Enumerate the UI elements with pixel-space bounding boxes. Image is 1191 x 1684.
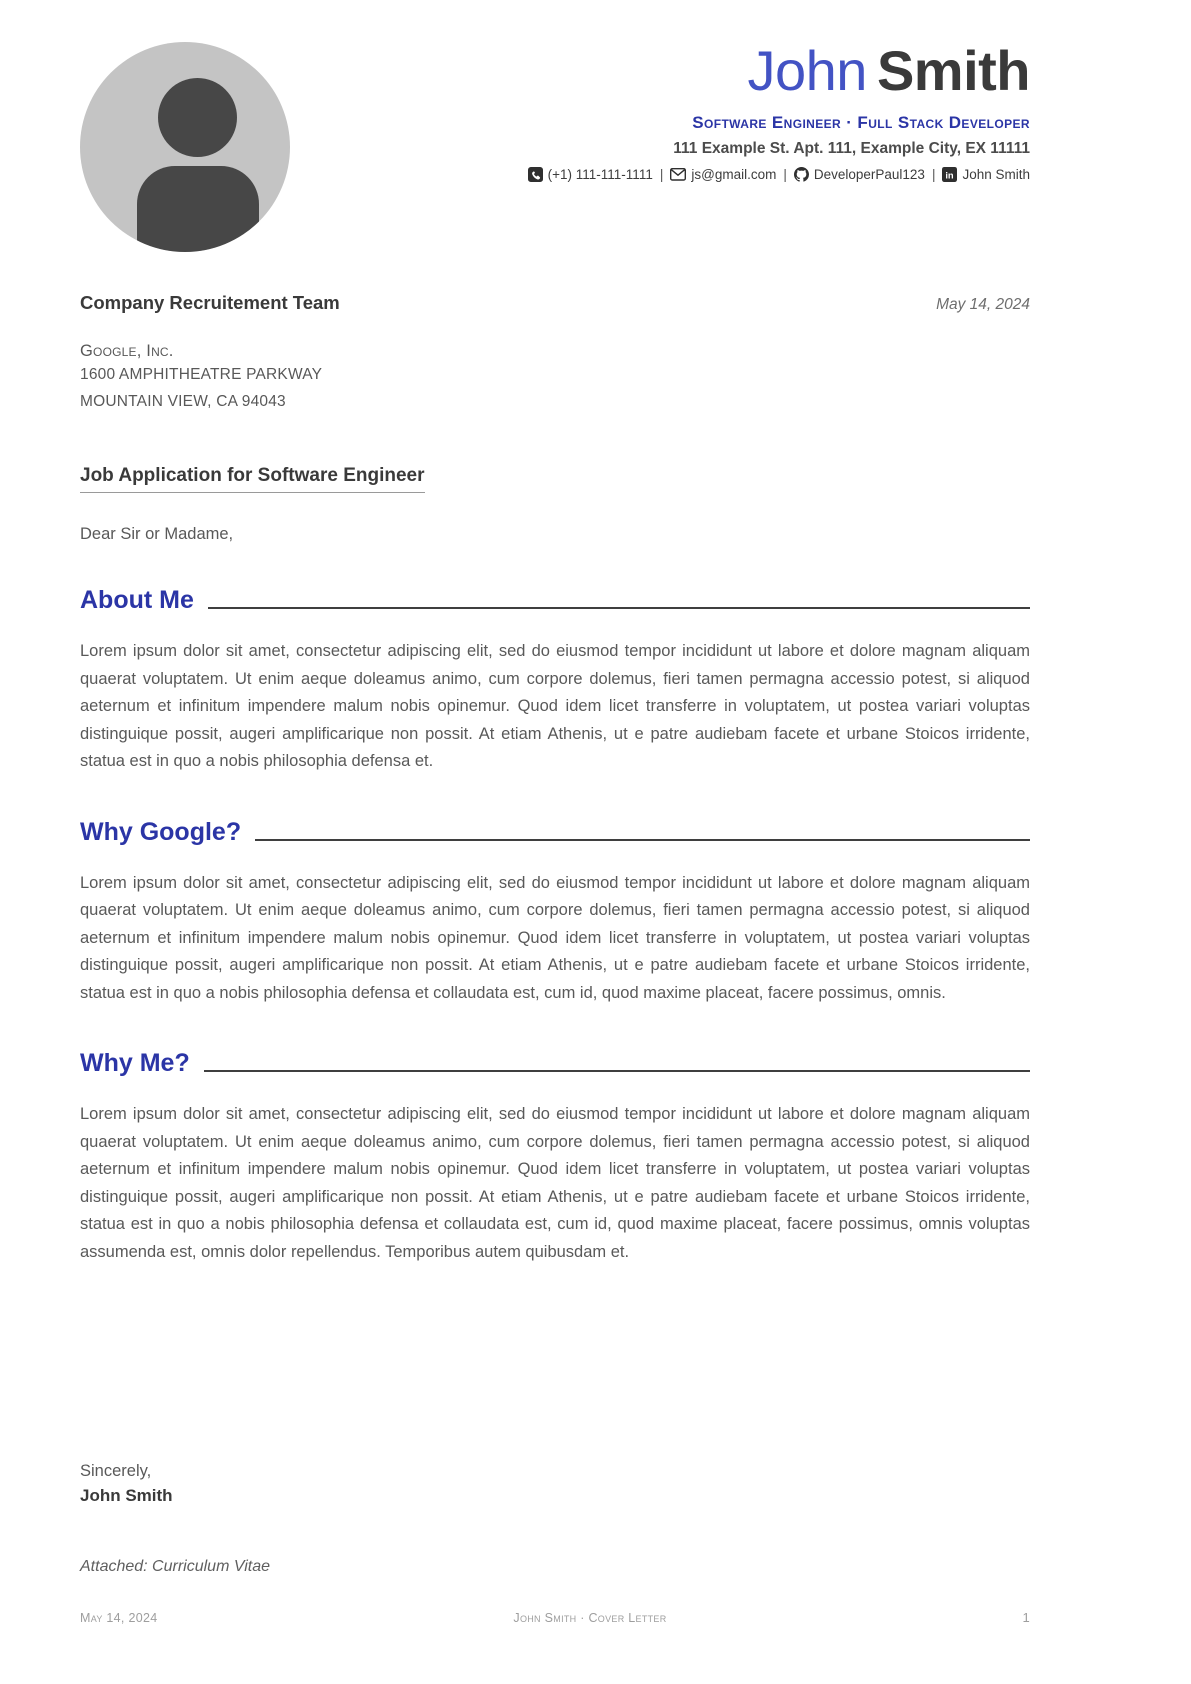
section-head — [80, 817, 1030, 846]
github-link[interactable] — [794, 167, 925, 182]
closing-block — [80, 1462, 173, 1506]
signature-name: John Smith — [80, 1486, 173, 1505]
linkedin-link[interactable] — [942, 167, 1030, 182]
recipient-company: Google, Inc. — [80, 342, 174, 360]
section-rule — [208, 607, 1030, 609]
recipient-row — [80, 292, 1030, 314]
footer-page-number: 1 — [1022, 1610, 1030, 1625]
section-head — [80, 588, 1030, 613]
section-paragraph: Lorem ipsum dolor sit amet, consectetur adipiscing elit, sed do eiusmod tempor incididunt ut labore et dolore magnam aliquam quaerat voluptatem. Ut enim aeque doleamus animo, cum corpore dolemus, fieri tamen permagna accessio potest, si aliquod aeternum et infinitum impendere malum nobis opinemur. Quod idem licet transferre in voluptatem, ut postea variari voluptas distinguique possit, augeri amplificarique non possit. At etiam Athenis, ut e patre audiebam facete et urbane Stoicos irridente, statua est in quo a nobis philosophia defensa et. — [80, 642, 1030, 770]
phone-icon — [528, 167, 543, 182]
contact-row — [230, 167, 1030, 182]
full-name — [230, 39, 1030, 102]
section-paragraph: Lorem ipsum dolor sit amet, consectetur adipiscing elit, sed do eiusmod tempor incididunt ut labore et dolore magnam aliquam quaerat voluptatem. Ut enim aeque doleamus animo, cum corpore dolemus, fieri tamen permagna accessio potest, si aliquod aeternum et infinitum impendere malum nobis opinemur. Quod idem licet transferre in voluptatem, ut postea variari voluptas distinguique possit, augeri amplificarique non possit. At etiam Athenis, ut e patre audiebam facete et urbane Stoicos irridente, statua est in quo a nobis philosophia defensa et collaudata est, cum id, quod maxime placeat, facere possimus, omnis. — [80, 873, 1030, 1002]
github-icon — [794, 167, 809, 182]
envelope-icon — [670, 168, 686, 181]
page-footer — [80, 1610, 1030, 1625]
contact-separator: | — [659, 166, 664, 182]
section-title: Why Me? — [80, 1049, 190, 1077]
header — [80, 39, 1030, 254]
phone-number: (+1) 111-111-1111 — [547, 166, 653, 182]
section-title: Why Google? — [80, 817, 242, 846]
attachment-note: Attached: Curriculum Vitae — [80, 1558, 271, 1575]
recipient-team: Company Recruitement Team — [80, 292, 340, 313]
github-handle: DeveloperPaul123 — [813, 166, 925, 182]
subject-wrap — [80, 465, 1030, 493]
section-why-me — [80, 1051, 1030, 1266]
contact-separator: | — [783, 166, 787, 182]
contact-separator: | — [931, 166, 936, 182]
letter-date: May 14, 2024 — [936, 296, 1030, 313]
position-title: Software Engineer · Full Stack Developer — [692, 112, 1030, 132]
letter-subject: Job Application for Software Engineer — [80, 465, 425, 493]
name-block — [230, 39, 1030, 182]
avatar-head — [158, 78, 237, 157]
phone-link[interactable] — [528, 167, 653, 182]
email-link[interactable] — [670, 167, 776, 182]
svg-text:in: in — [945, 170, 955, 181]
section-rule — [204, 1070, 1030, 1072]
section-about-me — [80, 588, 1030, 776]
first-name: John — [747, 39, 867, 102]
last-name: Smith — [876, 39, 1030, 102]
footer-title: John Smith · Cover Letter — [513, 1611, 667, 1625]
footer-date: May 14, 2024 — [80, 1611, 158, 1625]
sender-address: 111 Example St. Apt. 111, Example City, EX 11111 — [673, 139, 1030, 157]
section-why-google — [80, 817, 1030, 1008]
letter-body — [80, 292, 1030, 1266]
section-rule — [255, 839, 1030, 841]
email-address: js@gmail.com — [691, 166, 777, 182]
section-paragraph: Lorem ipsum dolor sit amet, consectetur adipiscing elit, sed do eiusmod tempor incididunt ut labore et dolore magnam aliquam quaerat voluptatem. Ut enim aeque doleamus animo, cum corpore dolemus, fieri tamen permagna accessio potest, si aliquod aeternum et infinitum impendere malum nobis opinemur. Quod idem licet transferre in voluptatem, ut postea variari voluptas distinguique possit, augeri amplificarique non possit. At etiam Athenis, ut e patre audiebam facete et urbane Stoicos irridente, statua est in quo a nobis philosophia defensa et collaudata est, cum id, quod maxime placeat, facere possimus, omnis voluptas assumenda est, omnis dolor repellendus. Temporibus autem quibusdam et. — [80, 1105, 1030, 1261]
section-title: About Me — [80, 586, 194, 614]
section-head — [80, 1051, 1030, 1076]
closing-phrase: Sincerely, — [80, 1462, 152, 1480]
salutation: Dear Sir or Madame, — [80, 525, 234, 543]
recipient-address-line1: 1600 AMPHITHEATRE PARKWAY — [80, 366, 323, 383]
linkedin-name: John Smith — [962, 166, 1030, 182]
linkedin-icon — [942, 167, 957, 182]
recipient-address-line2: MOUNTAIN VIEW, CA 94043 — [80, 393, 286, 410]
